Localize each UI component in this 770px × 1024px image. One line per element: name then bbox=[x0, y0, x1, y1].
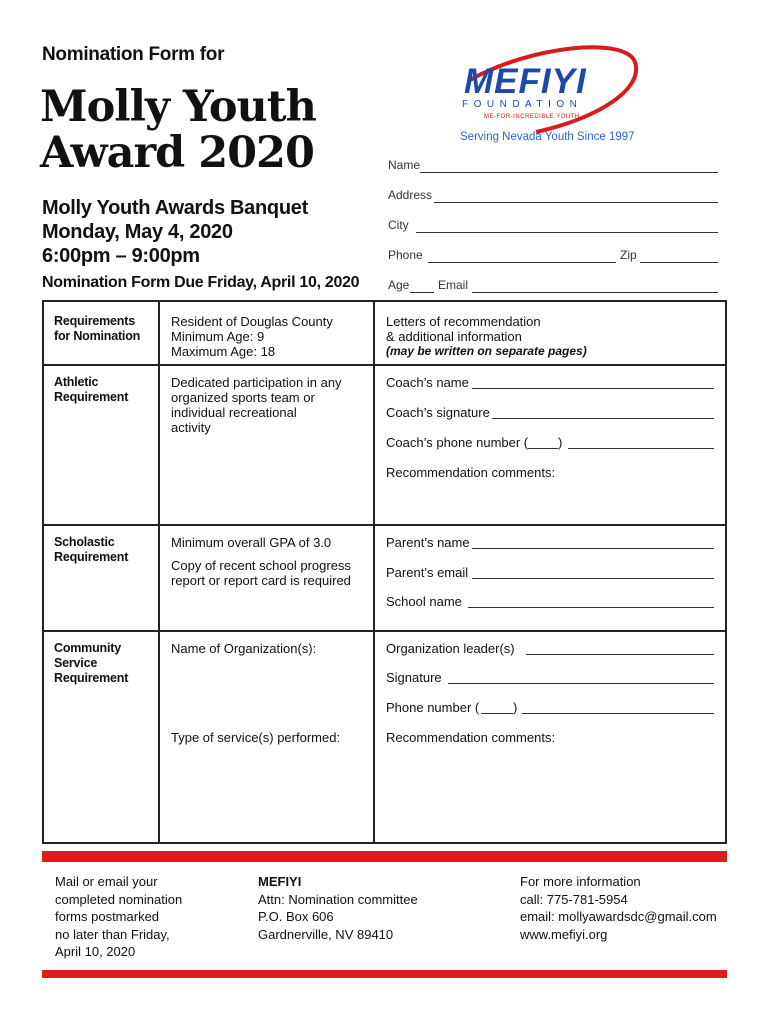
note-line: Letters of recommendation bbox=[386, 314, 541, 329]
logo-foundation: FOUNDATION bbox=[462, 99, 583, 110]
coach-signature-label: Coach’s signature bbox=[386, 405, 490, 420]
note-line: & additional information bbox=[386, 329, 522, 344]
age-field[interactable] bbox=[410, 292, 434, 293]
coach-area-code-field[interactable] bbox=[528, 448, 558, 449]
description-line: organized sports team or bbox=[171, 390, 315, 405]
footer-top-bar bbox=[42, 851, 727, 862]
coach-name-label: Coach’s name bbox=[386, 375, 469, 390]
community-label-line: Community bbox=[54, 641, 121, 655]
athletic-label-line: Requirement bbox=[54, 390, 129, 404]
banquet-info bbox=[42, 196, 308, 268]
service-type-area[interactable] bbox=[171, 748, 367, 838]
footer-bottom-bar bbox=[42, 970, 727, 978]
service-type-label: Type of service(s) performed: bbox=[171, 730, 341, 745]
email-field[interactable] bbox=[472, 292, 718, 293]
community-comments-area[interactable] bbox=[386, 748, 714, 838]
footer-line: no later than Friday, bbox=[55, 926, 170, 942]
footer-email-link[interactable]: email: mollyawardsdc@gmail.com bbox=[520, 909, 717, 924]
coach-signature-field[interactable] bbox=[492, 418, 714, 419]
logo-serving: Serving Nevada Youth Since 1997 bbox=[460, 131, 635, 143]
column-divider-1 bbox=[158, 302, 160, 842]
description-line: Dedicated participation in any bbox=[171, 375, 342, 390]
scholastic-description bbox=[171, 535, 351, 588]
footer-contact-info bbox=[520, 873, 717, 943]
scholastic-label-line: Requirement bbox=[54, 550, 129, 564]
community-label-line: Requirement bbox=[54, 671, 129, 685]
scholastic-label bbox=[54, 535, 128, 565]
athletic-comments-label: Recommendation comments: bbox=[386, 465, 556, 480]
community-label-line: Service bbox=[54, 656, 98, 670]
organization-names-label: Name of Organization(s): bbox=[171, 641, 317, 656]
description-line: Minimum Age: 9 bbox=[171, 329, 265, 344]
community-area-code-field[interactable] bbox=[481, 713, 513, 714]
footer-phone: call: 775-781-5954 bbox=[520, 891, 628, 907]
coach-phone-close: ) bbox=[558, 435, 563, 450]
coach-phone-label: Coach’s phone number ( bbox=[386, 435, 529, 450]
footer-line: Mail or email your bbox=[55, 874, 158, 889]
community-phone-label: Phone number ( bbox=[386, 700, 480, 715]
banquet-date: Monday, May 4, 2020 bbox=[42, 221, 233, 243]
requirements-label bbox=[54, 314, 140, 344]
scholastic-label-line: Scholastic bbox=[54, 535, 115, 549]
description-line: activity bbox=[171, 420, 211, 435]
city-label: City bbox=[388, 218, 409, 232]
parent-email-label: Parent’s email bbox=[386, 565, 469, 580]
footer-line: For more information bbox=[520, 874, 641, 889]
banquet-time: 6:00pm – 9:00pm bbox=[42, 245, 200, 267]
page-title bbox=[40, 84, 316, 176]
athletic-label-line: Athletic bbox=[54, 375, 99, 389]
footer-mail-instructions bbox=[55, 873, 182, 961]
title-line-2: Award 2020 bbox=[40, 128, 314, 178]
row-divider-3 bbox=[44, 630, 725, 632]
footer-line: completed nomination bbox=[55, 891, 183, 907]
form-subtitle: Nomination Form for bbox=[42, 44, 225, 65]
banquet-name: Molly Youth Awards Banquet bbox=[42, 197, 308, 219]
athletic-comments-area[interactable] bbox=[386, 482, 714, 520]
city-field[interactable] bbox=[416, 232, 718, 233]
footer-line: Attn: Nomination committee bbox=[258, 891, 418, 907]
footer-line: Gardnerville, NV 89410 bbox=[258, 926, 394, 942]
community-phone-close: ) bbox=[513, 700, 518, 715]
requirements-label-line: for Nomination bbox=[54, 329, 141, 343]
footer-line: April 10, 2020 bbox=[55, 944, 136, 959]
description-line: individual recreational bbox=[171, 405, 297, 420]
community-signature-field[interactable] bbox=[448, 683, 714, 684]
row-divider-1 bbox=[44, 364, 725, 366]
description-line: report or report card is required bbox=[171, 573, 351, 588]
name-label: Name bbox=[388, 158, 421, 172]
organization-leader-field[interactable] bbox=[526, 654, 714, 655]
organization-leader-label: Organization leader(s) bbox=[386, 641, 515, 656]
community-signature-label: Signature bbox=[386, 670, 442, 685]
parent-name-field[interactable] bbox=[472, 548, 714, 549]
description-line: Maximum Age: 18 bbox=[171, 344, 276, 359]
footer-website-link[interactable]: www.mefiyi.org bbox=[520, 926, 608, 942]
address-label: Address bbox=[388, 188, 433, 202]
age-label: Age bbox=[388, 278, 410, 292]
requirements-description bbox=[171, 314, 333, 359]
community-comments-label: Recommendation comments: bbox=[386, 730, 556, 745]
footer-mailing-address bbox=[258, 873, 418, 943]
column-divider-2 bbox=[373, 302, 375, 842]
title-line-1: Molly Youth bbox=[40, 82, 316, 132]
zip-field[interactable] bbox=[640, 262, 718, 263]
phone-field[interactable] bbox=[428, 262, 616, 263]
address-field[interactable] bbox=[434, 202, 718, 203]
community-label bbox=[54, 641, 128, 686]
organization-names-area[interactable] bbox=[171, 660, 367, 722]
recommendation-note bbox=[386, 314, 587, 359]
description-line: Copy of recent school progress bbox=[171, 558, 351, 573]
mefiyi-logo bbox=[450, 40, 650, 150]
coach-phone-field[interactable] bbox=[568, 448, 714, 449]
logo-tagline: ME-FOR-INCREDIBLE YOUTH bbox=[484, 114, 580, 120]
coach-name-field[interactable] bbox=[472, 388, 714, 389]
description-line: Resident of Douglas County bbox=[171, 314, 333, 329]
athletic-label bbox=[54, 375, 128, 405]
footer-line: forms postmarked bbox=[55, 909, 160, 924]
nomination-table bbox=[42, 300, 727, 844]
due-date: Nomination Form Due Friday, April 10, 2020 bbox=[42, 274, 360, 291]
school-name-label: School name bbox=[386, 594, 462, 609]
parent-name-label: Parent’s name bbox=[386, 535, 470, 550]
footer-org-name: MEFIYI bbox=[258, 874, 302, 889]
name-field[interactable] bbox=[420, 172, 718, 173]
zip-label: Zip bbox=[620, 248, 637, 262]
phone-label: Phone bbox=[388, 248, 423, 262]
community-phone-field[interactable] bbox=[522, 713, 714, 714]
note-line-italic: (may be written on separate pages) bbox=[386, 344, 587, 358]
logo-name: MEFIYI bbox=[464, 62, 587, 101]
requirements-label-line: Requirements bbox=[54, 314, 135, 328]
parent-email-field[interactable] bbox=[472, 578, 714, 579]
school-name-field[interactable] bbox=[468, 607, 714, 608]
row-divider-2 bbox=[44, 524, 725, 526]
athletic-description bbox=[171, 375, 342, 435]
email-label: Email bbox=[438, 278, 469, 292]
footer-line: P.O. Box 606 bbox=[258, 909, 334, 924]
description-line: Minimum overall GPA of 3.0 bbox=[171, 535, 332, 550]
